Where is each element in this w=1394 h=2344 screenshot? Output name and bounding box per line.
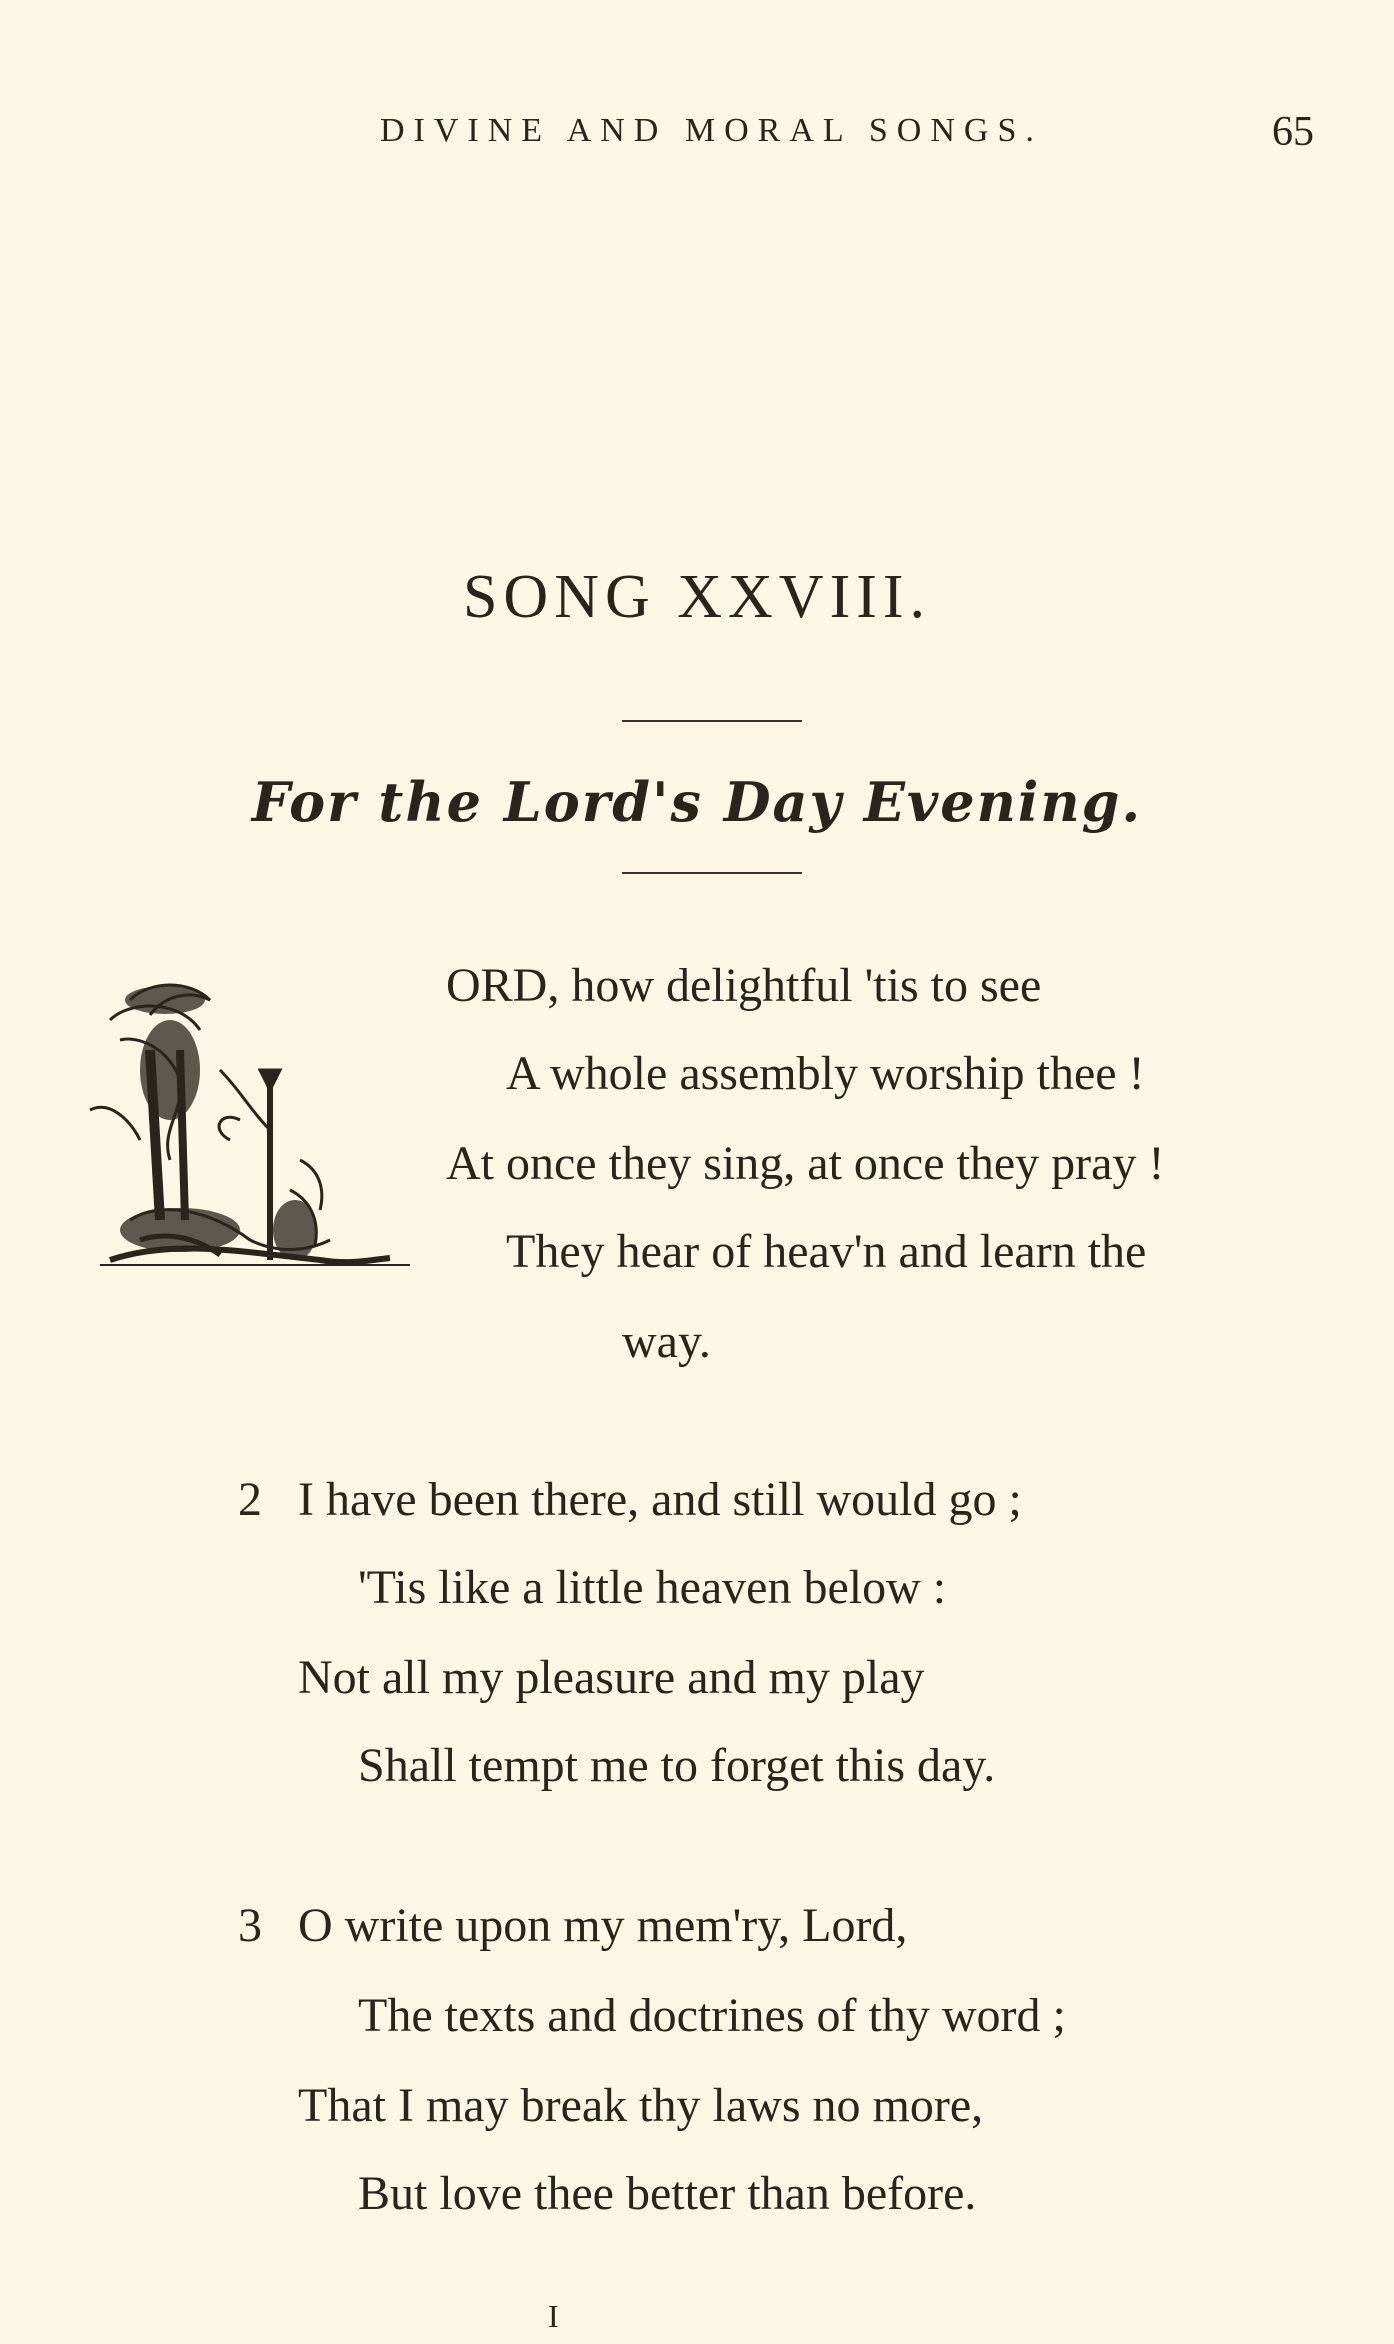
stanza-2-number: 2	[238, 1473, 262, 1526]
stanza-1-line-2: A whole assembly worship thee !	[506, 1047, 1145, 1100]
stanza-1-line-1: ORD, how delightful 'tis to see	[446, 959, 1042, 1012]
song-title: SONG XXVIII.	[462, 563, 932, 631]
page-number: 65	[1272, 109, 1314, 155]
stanza-2-line-1: I have been there, and still would go ;	[298, 1473, 1022, 1526]
stanza-3-line-1: O write upon my mem'ry, Lord,	[298, 1899, 908, 1952]
stanza-1-line-3: At once they sing, at once they pray !	[446, 1137, 1165, 1190]
stanza-2-line-3: Not all my pleasure and my play	[298, 1651, 925, 1704]
stanza-3-line-2: The texts and doctrines of thy word ;	[358, 1989, 1066, 2042]
stanza-1-line-5: way.	[622, 1315, 711, 1368]
stanza-3-line-3: That I may break thy laws no more,	[298, 2079, 984, 2132]
stanza-2-line-2: 'Tis like a little heaven below :	[358, 1561, 947, 1614]
stanza-1-line-4: They hear of heav'n and learn the	[506, 1225, 1147, 1278]
stanza-2-line-4: Shall tempt me to forget this day.	[358, 1739, 996, 1792]
running-head: DIVINE AND MORAL SONGS.	[380, 112, 1043, 149]
song-subtitle: For the Lord's Day Evening.	[251, 770, 1143, 834]
title-rule-bottom	[622, 872, 802, 874]
decorated-initial-L	[70, 960, 430, 1320]
stanza-3-line-4: But love thee better than before.	[358, 2167, 977, 2220]
stanza-3-number: 3	[238, 1899, 262, 1952]
title-rule-top	[622, 720, 802, 722]
signature-mark: I	[548, 2298, 559, 2334]
